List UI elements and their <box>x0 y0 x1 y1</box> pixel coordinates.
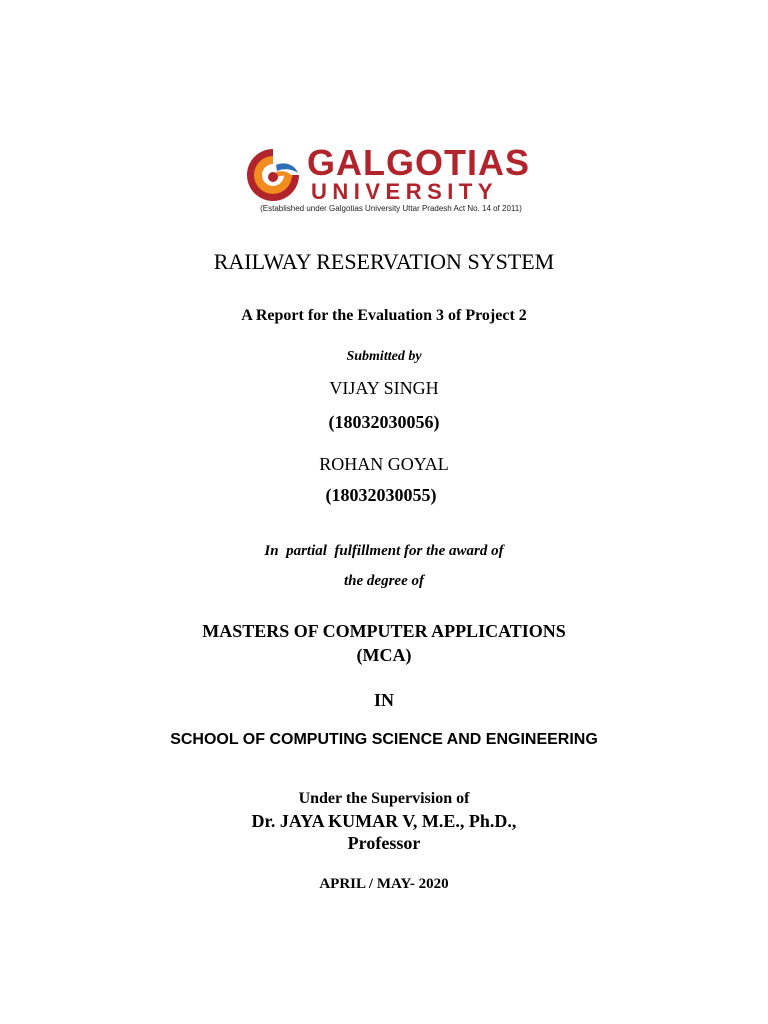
school-name: SCHOOL OF COMPUTING SCIENCE AND ENGINEERING <box>170 731 598 748</box>
student-name: VIJAY SINGH <box>329 378 439 398</box>
logo-wordmark: GALGOTIAS <box>307 142 530 183</box>
galgotias-emblem-icon <box>243 145 303 205</box>
degree-abbreviation: (MCA) <box>356 645 412 665</box>
university-logo <box>241 142 541 220</box>
in-connector: IN <box>373 690 394 710</box>
student-id: (18032030056) <box>328 412 440 432</box>
degree-name: MASTERS OF COMPUTER APPLICATIONS <box>202 621 566 641</box>
supervision-label: Under the Supervision of <box>298 790 470 807</box>
supervisor-title: Professor <box>347 833 421 853</box>
submission-date: APRIL / MAY- 2020 <box>319 876 449 892</box>
fulfillment-line-2: the degree of <box>344 573 424 589</box>
supervisor-name: Dr. JAYA KUMAR V, M.E., Ph.D., <box>251 811 517 831</box>
report-title: RAILWAY RESERVATION SYSTEM <box>213 249 555 274</box>
logo-establishment-note: (Established under Galgotias University Uttar Pradesh Act No. 14 of 2011) <box>260 204 522 213</box>
submitted-by-label: Submitted by <box>346 349 422 364</box>
fulfillment-line-1: In partial fulfillment for the award of <box>264 543 504 559</box>
student-id: (18032030055) <box>325 485 437 505</box>
logo-subtitle: UNIVERSITY <box>311 179 499 204</box>
report-subtitle: A Report for the Evaluation 3 of Project 2 <box>241 307 527 324</box>
student-name: ROHAN GOYAL <box>319 454 449 474</box>
